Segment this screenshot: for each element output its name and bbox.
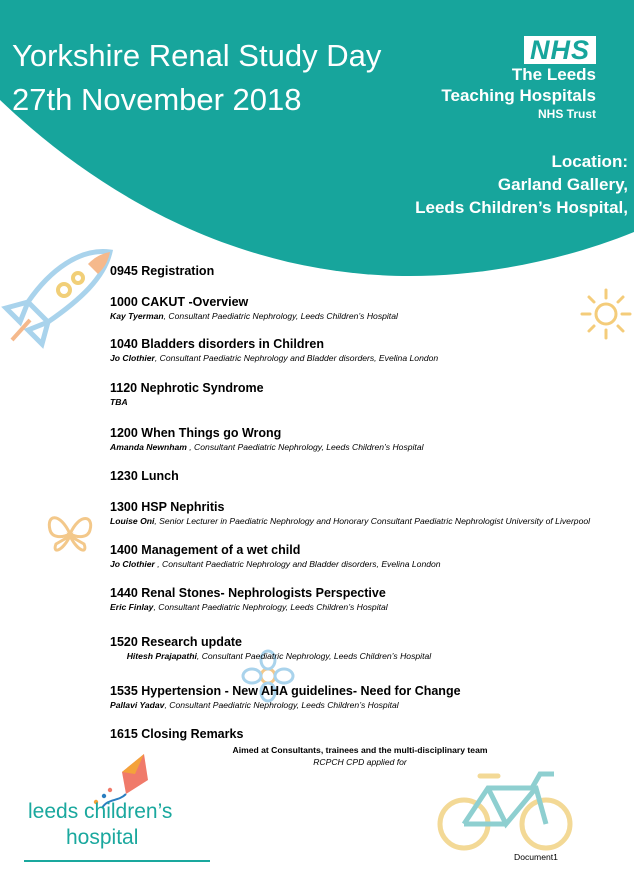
speaker-name: Amanda Newnham: [110, 442, 187, 452]
logo-line1: leeds children’s: [28, 800, 173, 823]
agenda-item-title: 0945 Registration: [110, 264, 215, 278]
agenda-item: [110, 337, 438, 364]
speaker-name: Jo Clothier: [110, 559, 155, 569]
location-building: Leeds Children’s Hospital,: [415, 198, 628, 217]
agenda-item-title: 1440 Renal Stones- Nephrologists Perspective: [110, 586, 386, 600]
speaker-role: , Consultant Paediatric Nephrology and Bladder disorders, Evelina London: [154, 559, 441, 569]
agenda-item-title: 1200 When Things go Wrong: [110, 426, 282, 440]
agenda-item: [110, 727, 243, 742]
speaker-name: Kay Tyerman: [110, 311, 164, 321]
speaker-role: , Senior Lecturer in Paediatric Nephrology and Honorary Consultant Paediatric Nephrologist University of Liverpool: [154, 516, 591, 526]
speaker-name: Jo Clothier: [110, 353, 155, 363]
agenda-item-title: 1040 Bladders disorders in Children: [110, 337, 324, 351]
agenda-item: [110, 586, 388, 613]
event-location: [415, 150, 628, 219]
agenda-item: [110, 381, 264, 408]
document-label: Document1: [514, 852, 558, 862]
agenda-item-title: 1535 Hypertension - New AHA guidelines- Need for Change: [110, 684, 461, 698]
agenda-item: [110, 635, 431, 662]
event-title: Yorkshire Renal Study Day: [12, 38, 382, 73]
nhs-trust-logo: [441, 36, 596, 122]
speaker-role: , Consultant Paediatric Nephrology, Leeds Children’s Hospital: [186, 442, 424, 452]
nhs-logo-mark: NHS: [524, 36, 596, 64]
location-label: Location:: [551, 152, 628, 171]
speaker-name: Louise Oni: [110, 516, 155, 526]
agenda-item: [110, 264, 214, 279]
speaker-name: Hitesh Prajapathi: [110, 651, 197, 661]
agenda-item-title: 1300 HSP Nephritis: [110, 500, 225, 514]
trust-name-line3: NHS Trust: [537, 107, 596, 121]
agenda-item-title: 1120 Nephrotic Syndrome: [110, 381, 264, 395]
agenda-item-title: 1230 Lunch: [110, 469, 179, 483]
sun-icon: [578, 286, 634, 342]
location-venue: Garland Gallery,: [497, 175, 628, 194]
event-date: 27th November 2018: [12, 82, 302, 117]
agenda-item-title: 1400 Management of a wet child: [110, 543, 301, 557]
cpd-note: RCPCH CPD applied for: [313, 757, 407, 767]
speaker-role: , Consultant Paediatric Nephrology, Leeds Children’s Hospital: [196, 651, 432, 661]
speaker-role: , Consultant Paediatric Nephrology, Leeds Children’s Hospital: [163, 311, 398, 321]
trust-name-line2: Teaching Hospitals: [441, 86, 596, 105]
logo-line2: hospital: [66, 826, 139, 849]
trust-name-line1: The Leeds: [511, 65, 596, 84]
logo-underline: [24, 860, 210, 862]
speaker-role: , Consultant Paediatric Nephrology, Leeds Children’s Hospital: [153, 602, 388, 612]
speaker-name: Eric Finlay: [110, 602, 154, 612]
butterfly-icon: [42, 508, 98, 560]
agenda-item: [110, 543, 441, 570]
bicycle-icon: [436, 768, 576, 852]
speaker-name: Pallavi Yadav: [110, 700, 165, 710]
audience-note: Aimed at Consultants, trainees and the multi-disciplinary team: [232, 745, 488, 755]
agenda-item-title: 1000 CAKUT -Overview: [110, 295, 249, 309]
speaker-name: TBA: [110, 397, 128, 407]
footer-note: [232, 744, 488, 768]
agenda-item: [110, 295, 398, 322]
agenda-item-title: 1520 Research update: [110, 635, 243, 649]
agenda-item: [110, 426, 424, 453]
speaker-role: , Consultant Paediatric Nephrology and Bladder disorders, Evelina London: [154, 353, 439, 363]
agenda-item: [110, 500, 590, 527]
speaker-role: , Consultant Paediatric Nephrology, Leeds Children’s Hospital: [164, 700, 399, 710]
agenda-item: [110, 469, 179, 484]
agenda-item: [110, 684, 461, 711]
rocket-icon: [0, 240, 120, 350]
agenda-item-title: 1615 Closing Remarks: [110, 727, 244, 741]
